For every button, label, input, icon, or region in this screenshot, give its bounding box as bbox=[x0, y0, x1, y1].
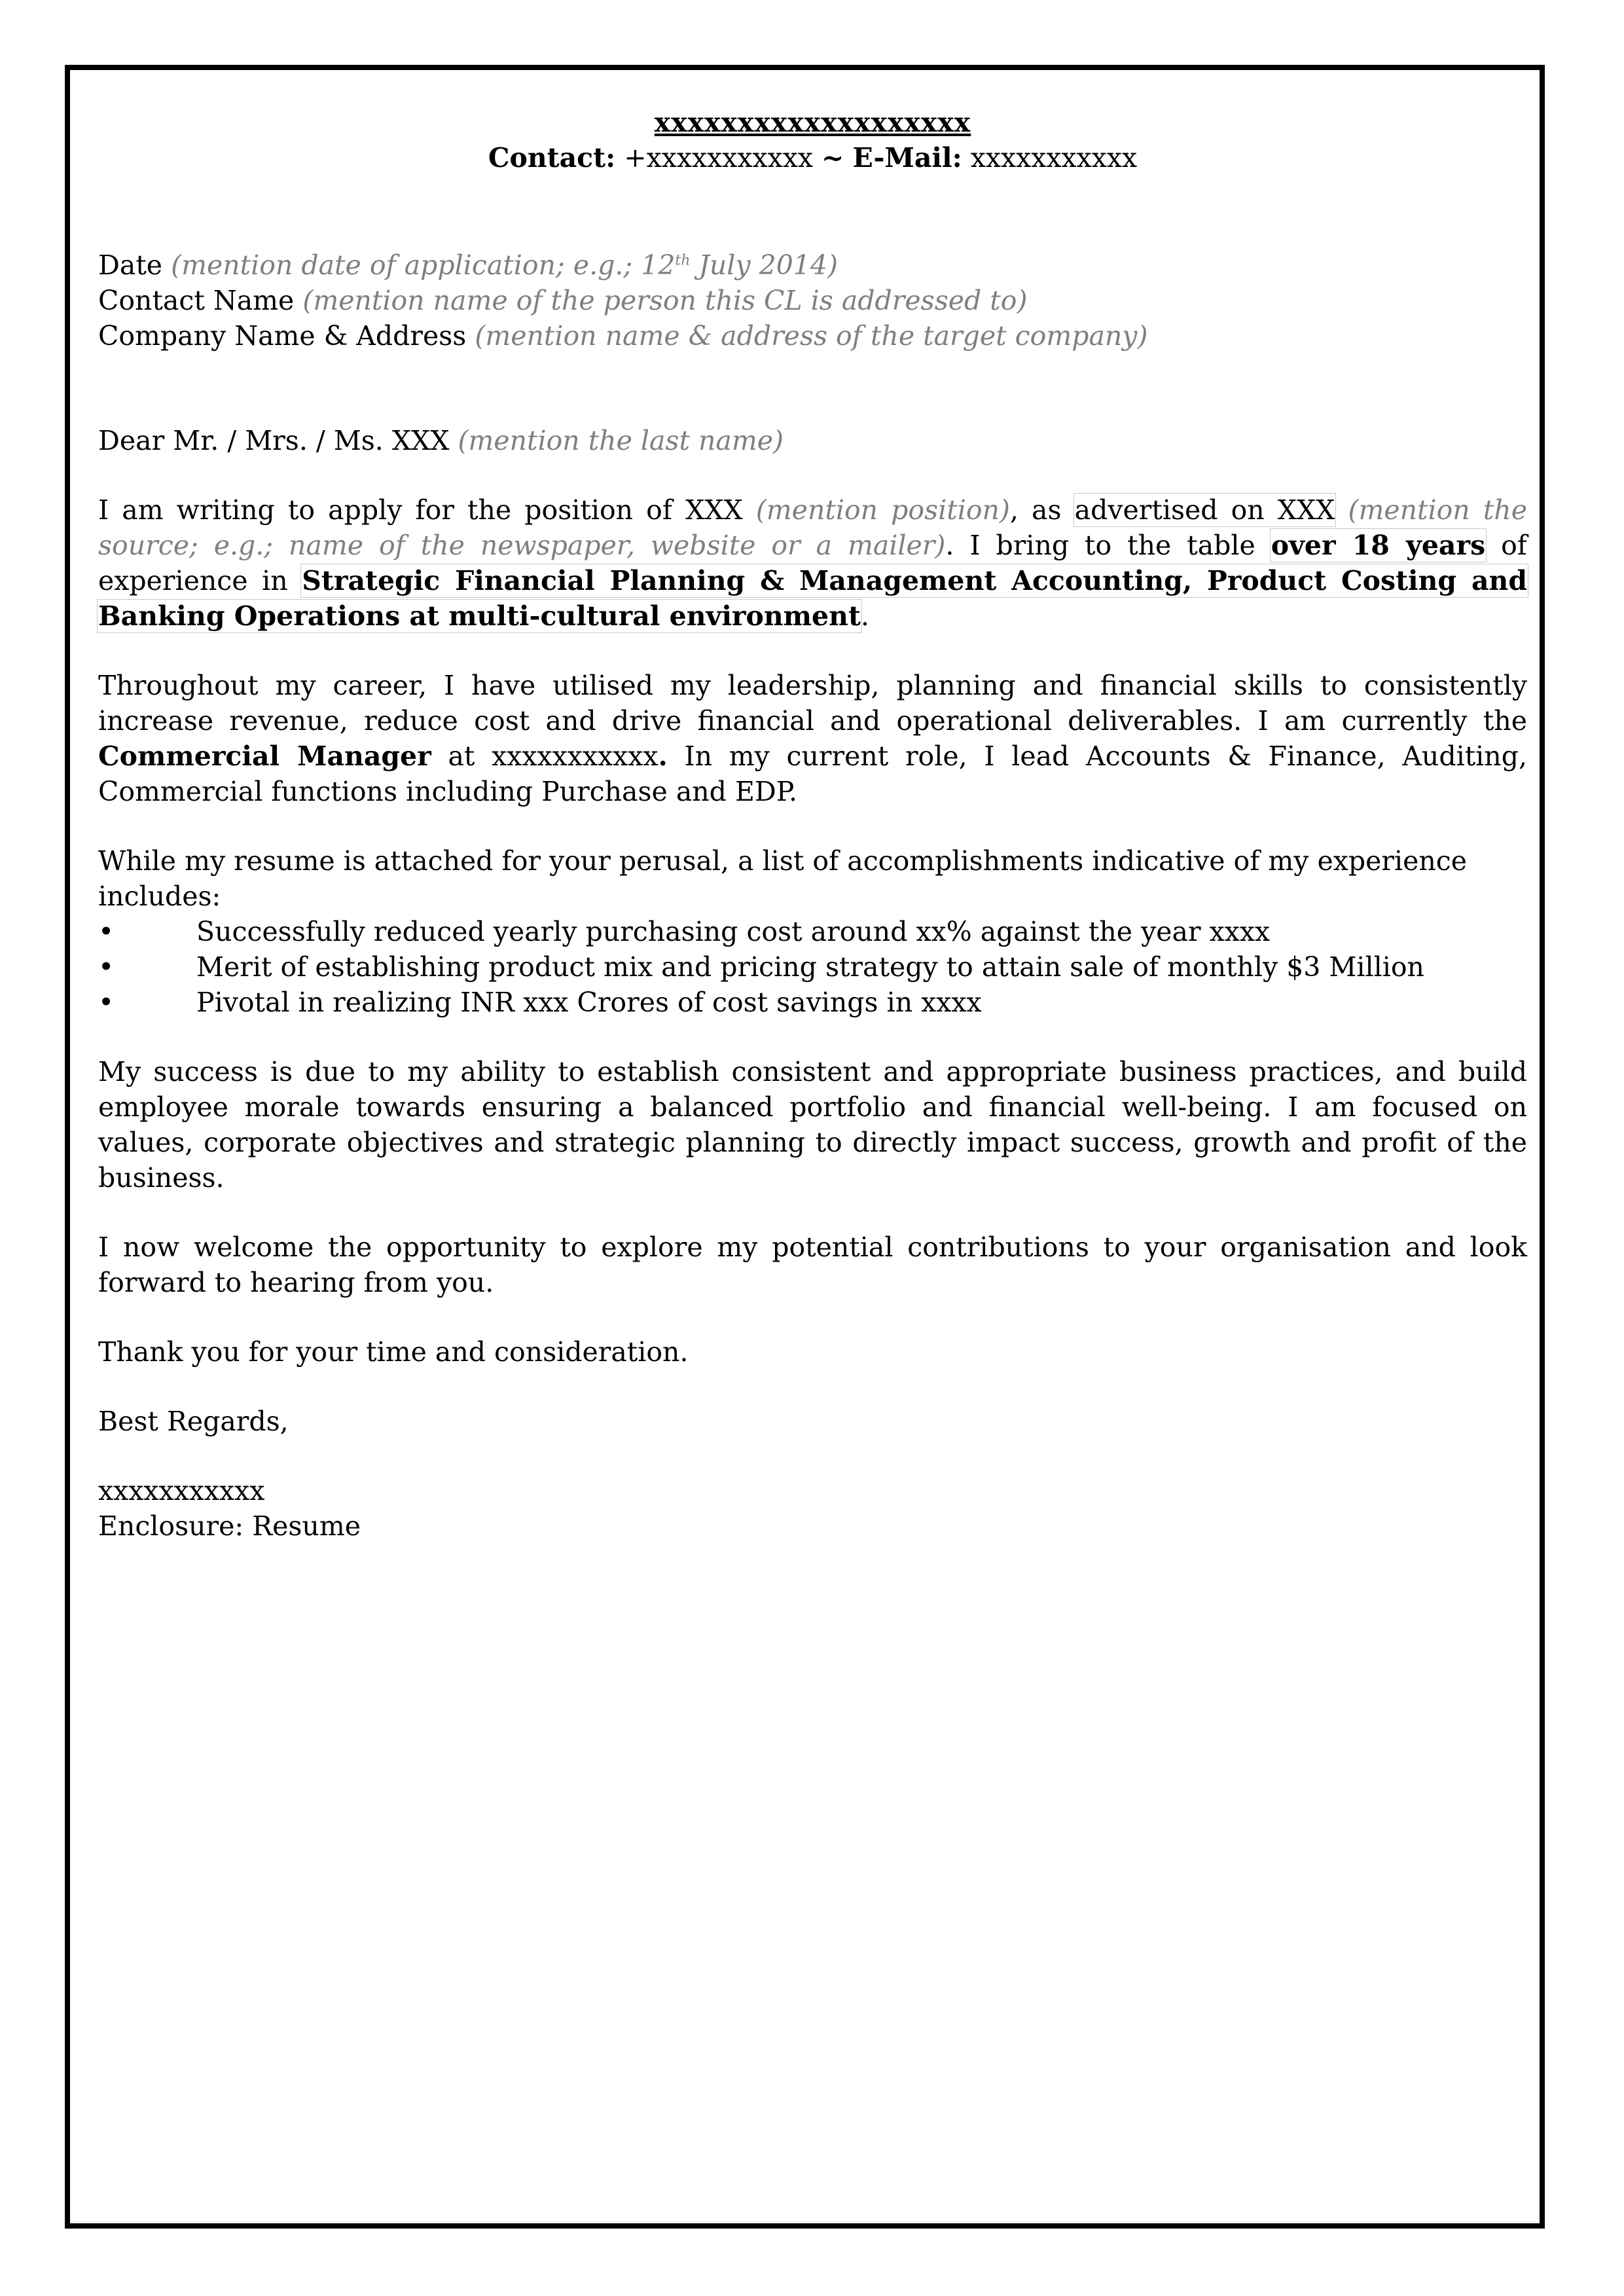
career-text-3: In my current role, I lead Accounts & Finance, Auditing, Commercial functions including Purchase and EDP. bbox=[98, 740, 1527, 807]
enclosure-line: Enclosure: Resume bbox=[98, 1510, 361, 1542]
paragraph-intro bbox=[98, 492, 1527, 634]
paragraph-closing: I now welcome the opportunity to explore my potential contributions to your organisation and look forward to hearing from you. bbox=[98, 1231, 1527, 1298]
thanks-line: Thank you for your time and consideration. bbox=[98, 1336, 689, 1368]
closing-salutation: Best Regards, bbox=[98, 1406, 289, 1437]
company-line bbox=[98, 318, 1527, 354]
salutation-hint: (mention the last name) bbox=[458, 425, 784, 456]
intro-text-3: . I bring to the table bbox=[945, 530, 1271, 561]
expertise-areas: Strategic Financial Planning & Management Accounting, Product Costing and Banking Operations at multi-cultural environment bbox=[98, 565, 1527, 632]
company-hint: (mention name & address of the target company) bbox=[475, 320, 1148, 352]
company-label: Company Name & Address bbox=[98, 320, 467, 352]
applicant-name: xxxxxxxxxxxxxxxxxxx bbox=[654, 107, 971, 138]
experience-years: over 18 years bbox=[1271, 530, 1486, 561]
bullet-icon: • bbox=[98, 951, 115, 983]
contact-separator: ~ bbox=[821, 142, 844, 173]
accomplishments-section bbox=[98, 843, 1527, 1020]
paragraph-career bbox=[98, 668, 1527, 809]
salutation-text: Dear Mr. / Mrs. / Ms. XXX bbox=[98, 425, 450, 456]
date-hint-sup: th bbox=[675, 252, 691, 269]
career-text: Throughout my career, I have utilised my leadership, planning and financial skills to consistently increase revenue, reduce cost and drive financial and operational deliverables. I am currently the bbox=[98, 670, 1527, 737]
phone-number: +xxxxxxxxxxx bbox=[624, 142, 813, 173]
date-hint-text: (mention date of application; e.g.; 12 bbox=[171, 249, 676, 281]
email-label: E-Mail: bbox=[852, 142, 962, 173]
intro-text-4: of experience in bbox=[98, 530, 1527, 596]
source-hint: (mention the source; e.g.; name of the newspaper, website or a mailer) bbox=[98, 494, 1527, 561]
email-address: xxxxxxxxxxx bbox=[970, 142, 1138, 173]
career-text-2: at xxxxxxxxxxx bbox=[431, 740, 659, 772]
list-item-text: Successfully reduced yearly purchasing cost around xx% against the year xxxx bbox=[196, 916, 1271, 947]
cover-letter bbox=[98, 105, 1527, 1544]
career-period: . bbox=[658, 740, 668, 772]
signature-name: xxxxxxxxxxx bbox=[98, 1475, 265, 1506]
address-block bbox=[98, 247, 1527, 354]
date-label: Date bbox=[98, 249, 163, 281]
intro-text-2: , as bbox=[1009, 494, 1075, 526]
list-item-text: Merit of establishing product mix and pricing strategy to attain sale of monthly $3 Million bbox=[196, 951, 1424, 983]
contact-name-line bbox=[98, 283, 1527, 318]
list-item bbox=[98, 949, 1527, 985]
date-hint-text-end: July 2014) bbox=[690, 249, 838, 281]
salutation bbox=[98, 423, 1527, 458]
accomplishments-intro: While my resume is attached for your perusal, a list of accomplishments indicative of my experience includes: bbox=[98, 845, 1467, 912]
contact-name-label: Contact Name bbox=[98, 285, 295, 316]
advertised-source: advertised on XXX bbox=[1074, 494, 1335, 526]
list-item bbox=[98, 985, 1527, 1020]
current-role: Commercial Manager bbox=[98, 740, 431, 772]
date-line bbox=[98, 247, 1527, 283]
intro-text-5: . bbox=[860, 600, 869, 632]
date-hint bbox=[171, 249, 838, 281]
bullet-icon: • bbox=[98, 987, 115, 1018]
paragraph-success: My success is due to my ability to establish consistent and appropriate business practices, and build employee morale towards ensuring a balanced portfolio and financial well-being. I am focused on values, corporate objectives and strategic planning to directly impact success, growth and profit of the business. bbox=[98, 1056, 1527, 1194]
accomplishments-list bbox=[98, 914, 1527, 1020]
letter-header bbox=[98, 105, 1527, 175]
list-item-text: Pivotal in realizing INR xxx Crores of cost savings in xxxx bbox=[196, 987, 982, 1018]
list-item bbox=[98, 914, 1527, 949]
bullet-icon: • bbox=[98, 916, 115, 947]
contact-label: Contact: bbox=[488, 142, 616, 173]
contact-line bbox=[98, 140, 1527, 175]
contact-name-hint: (mention name of the person this CL is addressed to) bbox=[302, 285, 1028, 316]
position-hint: (mention position) bbox=[755, 494, 1010, 526]
intro-text: I am writing to apply for the position of XXX bbox=[98, 494, 743, 526]
